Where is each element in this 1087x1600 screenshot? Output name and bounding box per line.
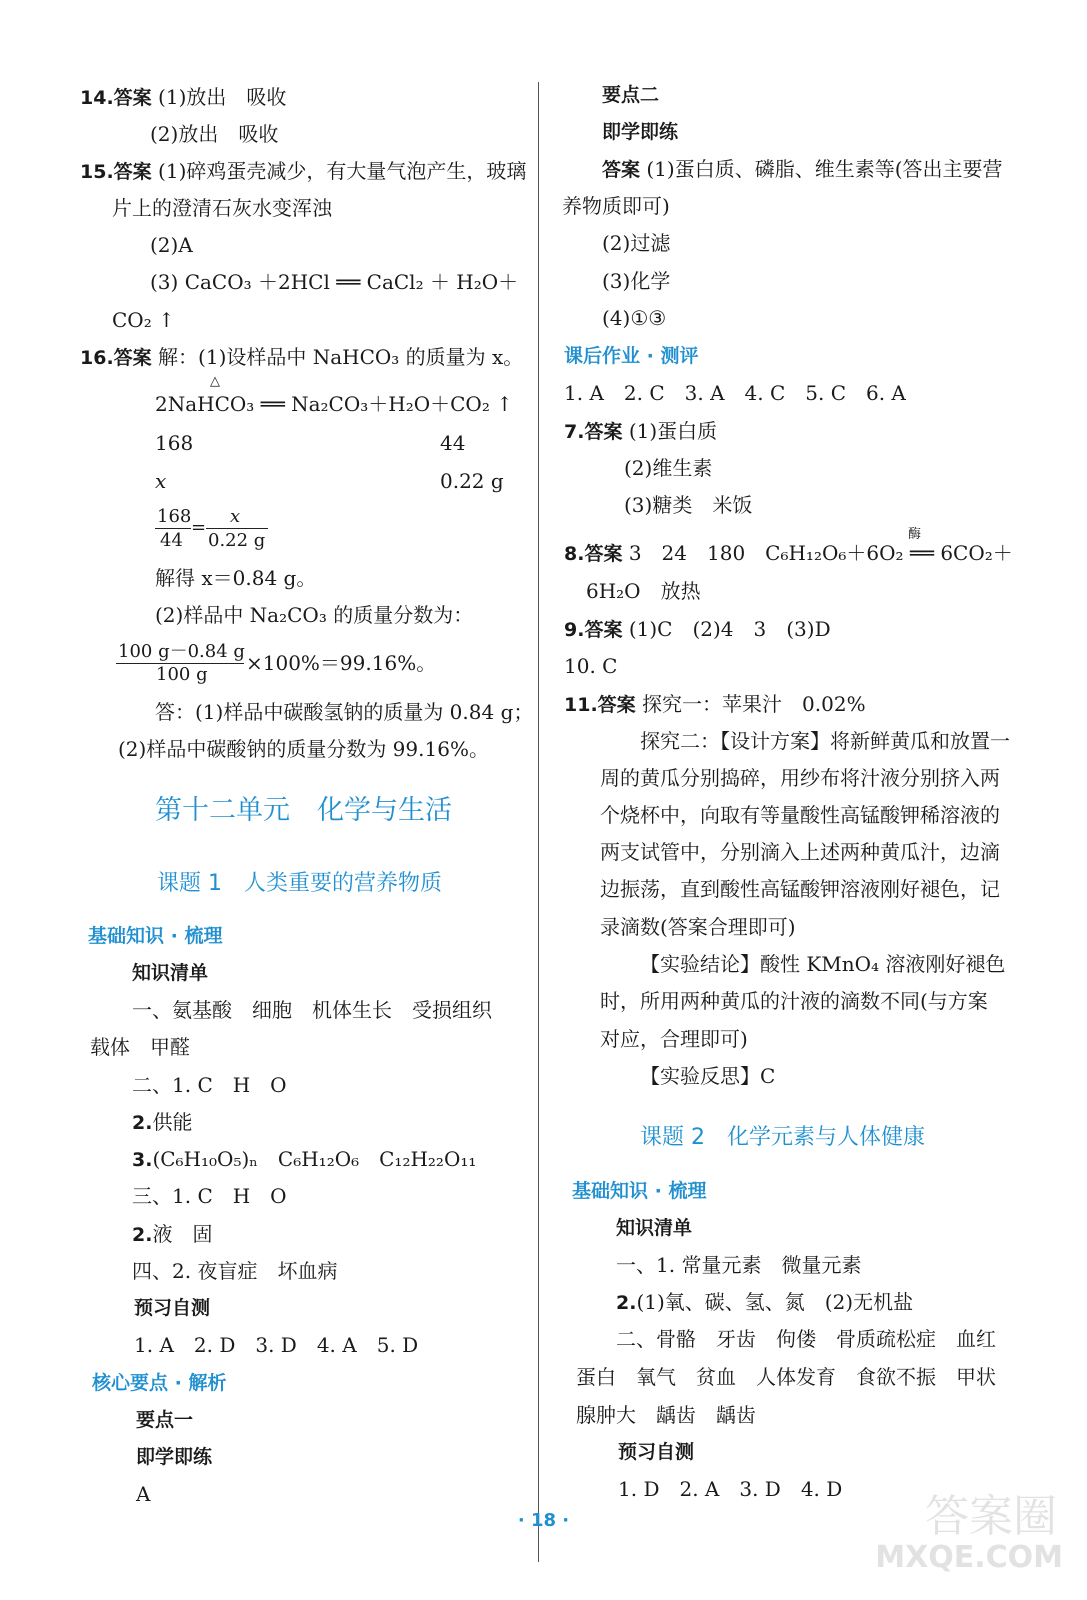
- equals-sign: =: [191, 517, 207, 538]
- q10-answer: 10. C: [564, 654, 618, 678]
- q16-conclusion-2: (2)样品中碳酸钠的质量分数为 99.16%。: [118, 737, 489, 761]
- q11-line1: [564, 691, 866, 718]
- frac3-numerator: 100 g－0.84 g: [118, 641, 245, 662]
- q8-condition: 酶: [908, 527, 922, 542]
- frac1-numerator: 168: [157, 506, 192, 527]
- q15-line1: [80, 158, 526, 185]
- q16-var-2: 0.22 g: [440, 469, 504, 493]
- frac3-denominator: 100 g: [156, 664, 208, 685]
- q16-answer-tag: 答案: [113, 347, 152, 369]
- r-knowledge-2: [616, 1289, 913, 1316]
- knowledge-list-heading-2: 知识清单: [616, 1217, 693, 1239]
- q16-solution-1: 解：(1)设样品中 NaHCO₃ 的质量为 x。: [158, 345, 524, 369]
- q8-answer-1: 3 24 180 C₆H₁₂O₆＋6O₂ ══ 6CO₂＋: [628, 541, 1013, 565]
- q14-number: 14.: [80, 87, 114, 109]
- practice-2-line1: [602, 156, 1003, 183]
- q16-equation: 2NaHCO₃ ══ Na₂CO₃＋H₂O＋CO₂ ↑: [155, 392, 513, 416]
- r-knowledge-1: 一、1. 常量元素 微量元素: [616, 1253, 862, 1277]
- q15-answer-2: (2)A: [150, 233, 193, 257]
- q7-answer-tag: 答案: [584, 421, 623, 443]
- q7-answer-2: (2)维生素: [624, 456, 713, 480]
- preview-heading: 预习自测: [134, 1297, 211, 1319]
- point-2-heading: 要点二: [602, 84, 660, 106]
- q16-number: 16.: [80, 347, 114, 369]
- knowledge-5: 三、1. C H O: [132, 1184, 287, 1208]
- q9-number: 9.: [564, 619, 585, 641]
- q7-answer-3: (3)糖类 米饭: [624, 493, 753, 517]
- q11-answer-2: 探究二：【设计方案】将新鲜黄瓜和放置一: [640, 729, 1010, 753]
- q11-answer-4: 个烧杯中，向取有等量酸性高锰酸钾稀溶液的: [600, 803, 1000, 827]
- section-basic-knowledge: 基础知识 · 梳理: [88, 925, 223, 947]
- q8-number: 8.: [564, 543, 585, 565]
- q16-solve: 解得 x＝0.84 g。: [155, 566, 317, 590]
- knowledge-3: [132, 1109, 192, 1136]
- watermark-url: MXQE.COM: [875, 1540, 1063, 1575]
- q8-answer-2: 6H₂O 放热: [586, 579, 701, 603]
- q15-answer-tag: 答案: [113, 161, 152, 183]
- knowledge-6-number: 2.: [132, 1224, 153, 1246]
- knowledge-4: [132, 1146, 476, 1173]
- watermark-logo: 答案圈: [925, 1491, 1057, 1542]
- r-knowledge-3: 二、骨骼 牙齿 佝偻 骨质疏松症 血红: [616, 1327, 996, 1351]
- q11-answer-7: 录滴数(答案合理即可): [600, 915, 796, 939]
- frac2-denominator: 0.22 g: [208, 530, 266, 551]
- knowledge-2: 二、1. C H O: [132, 1073, 287, 1097]
- q14-answer-tag: 答案: [113, 87, 152, 109]
- practice-1-answer: A: [136, 1482, 151, 1506]
- q11-answer-tag: 答案: [597, 694, 636, 716]
- practice-2-answer-4: (4)①③: [602, 306, 667, 330]
- q7-number: 7.: [564, 421, 585, 443]
- homework-answers-1-6: 1. A 2. C 3. A 4. C 5. C 6. A: [564, 381, 906, 405]
- r-knowledge-3b: 蛋白 氧气 贫血 人体发育 食欲不振 甲状: [576, 1365, 996, 1389]
- column-divider: [538, 82, 539, 1562]
- frac3-rest: ×100%＝99.16%。: [246, 651, 437, 675]
- knowledge-list-heading: 知识清单: [132, 962, 209, 984]
- q11-answer-5: 两支试管中，分别滴入上述两种黄瓜汁，边滴: [600, 840, 1000, 864]
- unit-title: 第十二单元 化学与生活: [155, 795, 452, 826]
- q9-answer: (1)C (2)4 3 (3)D: [628, 617, 831, 641]
- q9-answer-tag: 答案: [584, 619, 623, 641]
- r-knowledge-2-text: (1)氧、碳、氢、氮 (2)无机盐: [636, 1290, 914, 1314]
- lesson-2-title: 课题 2 化学元素与人体健康: [640, 1125, 925, 1150]
- q16-mass-2: 44: [440, 431, 466, 455]
- q8-line1: [564, 540, 1013, 567]
- section-basic-knowledge-2: 基础知识 · 梳理: [572, 1180, 707, 1202]
- frac1-denominator: 44: [160, 530, 183, 551]
- practice-2-answer-3: (3)化学: [602, 269, 671, 293]
- q9-line: [564, 616, 831, 643]
- knowledge-6-text: 液 固: [152, 1222, 213, 1246]
- knowledge-1b: 载体 甲醛: [90, 1035, 190, 1059]
- frac2-line: [206, 528, 268, 529]
- frac1-line: [155, 528, 191, 529]
- q16-solution-2: (2)样品中 Na₂CO₃ 的质量分数为：: [155, 603, 474, 627]
- practice-2-answer-2: (2)过滤: [602, 231, 671, 255]
- knowledge-4-number: 3.: [132, 1149, 153, 1171]
- q8-answer-tag: 答案: [584, 543, 623, 565]
- q14-line1: [80, 84, 286, 111]
- practice-2-answer-1b: 养物质即可): [562, 194, 670, 218]
- preview-answers: 1. A 2. D 3. D 4. A 5. D: [134, 1333, 419, 1357]
- q7-line1: [564, 418, 717, 445]
- frac2-numerator: x: [230, 506, 241, 527]
- r-knowledge-2-number: 2.: [616, 1292, 637, 1314]
- practice-2-answer-tag: 答案: [602, 159, 641, 181]
- knowledge-6: [132, 1221, 212, 1248]
- section-core-points: 核心要点 · 解析: [92, 1372, 227, 1394]
- knowledge-1: 一、氨基酸 细胞 机体生长 受损组织: [132, 998, 492, 1022]
- page-number: · 18 ·: [517, 1510, 570, 1531]
- q11-answer-3: 周的黄瓜分别捣碎，用纱布将汁液分别挤入两: [600, 766, 1000, 790]
- q16-var-1: x: [155, 469, 167, 493]
- q11-answer-6: 边振荡，直到酸性高锰酸钾溶液刚好褪色，记: [600, 877, 1000, 901]
- section-homework: 课后作业 · 测评: [564, 345, 699, 367]
- practice-2-heading: 即学即练: [602, 121, 679, 143]
- preview-heading-2: 预习自测: [618, 1441, 695, 1463]
- q16-eq-condition: △: [210, 374, 220, 389]
- q11-answer-1: 探究一：苹果汁 0.02%: [642, 692, 866, 716]
- q11-number: 11.: [564, 694, 598, 716]
- q15-number: 15.: [80, 161, 114, 183]
- q16-line1: [80, 344, 523, 371]
- q11-answer-8: 【实验结论】酸性 KMnO₄ 溶液刚好褪色: [640, 952, 1006, 976]
- r-knowledge-3c: 腺肿大 龋齿 龋齿: [576, 1403, 756, 1427]
- knowledge-7: 四、2. 夜盲症 坏血病: [132, 1259, 338, 1283]
- q11-answer-10: 对应，合理即可): [600, 1027, 748, 1051]
- q14-answer-2: (2)放出 吸收: [150, 122, 279, 146]
- preview-answers-2: 1. D 2. A 3. D 4. D: [618, 1477, 843, 1501]
- knowledge-3-text: 供能: [152, 1110, 193, 1134]
- lesson-1-title: 课题 1 人类重要的营养物质: [157, 871, 442, 896]
- q15-answer-3b: CO₂ ↑: [112, 308, 175, 332]
- q14-answer-1: (1)放出 吸收: [158, 85, 287, 109]
- q15-answer-3: (3) CaCO₃ ＋2HCl ══ CaCl₂ ＋ H₂O＋: [150, 270, 519, 294]
- q11-answer-9: 时，所用两种黄瓜的汁液的滴数不同(与方案: [600, 989, 988, 1013]
- q16-mass-1: 168: [155, 431, 194, 455]
- q11-answer-11: 【实验反思】C: [640, 1064, 776, 1088]
- practice-2-answer-1: (1)蛋白质、磷脂、维生素等(答出主要营: [646, 157, 1003, 181]
- point-1-heading: 要点一: [136, 1409, 194, 1431]
- knowledge-3-number: 2.: [132, 1112, 153, 1134]
- q16-conclusion-1: 答：(1)样品中碳酸氢钠的质量为 0.84 g；: [155, 700, 534, 724]
- q7-answer-1: (1)蛋白质: [628, 419, 718, 443]
- q15-answer-1: (1)碎鸡蛋壳减少，有大量气泡产生，玻璃: [158, 159, 527, 183]
- knowledge-4-text: (C₆H₁₀O₅)ₙ C₆H₁₂O₆ C₁₂H₂₂O₁₁: [152, 1147, 477, 1171]
- q15-answer-1b: 片上的澄清石灰水变浑浊: [112, 196, 332, 220]
- practice-1-heading: 即学即练: [136, 1446, 213, 1468]
